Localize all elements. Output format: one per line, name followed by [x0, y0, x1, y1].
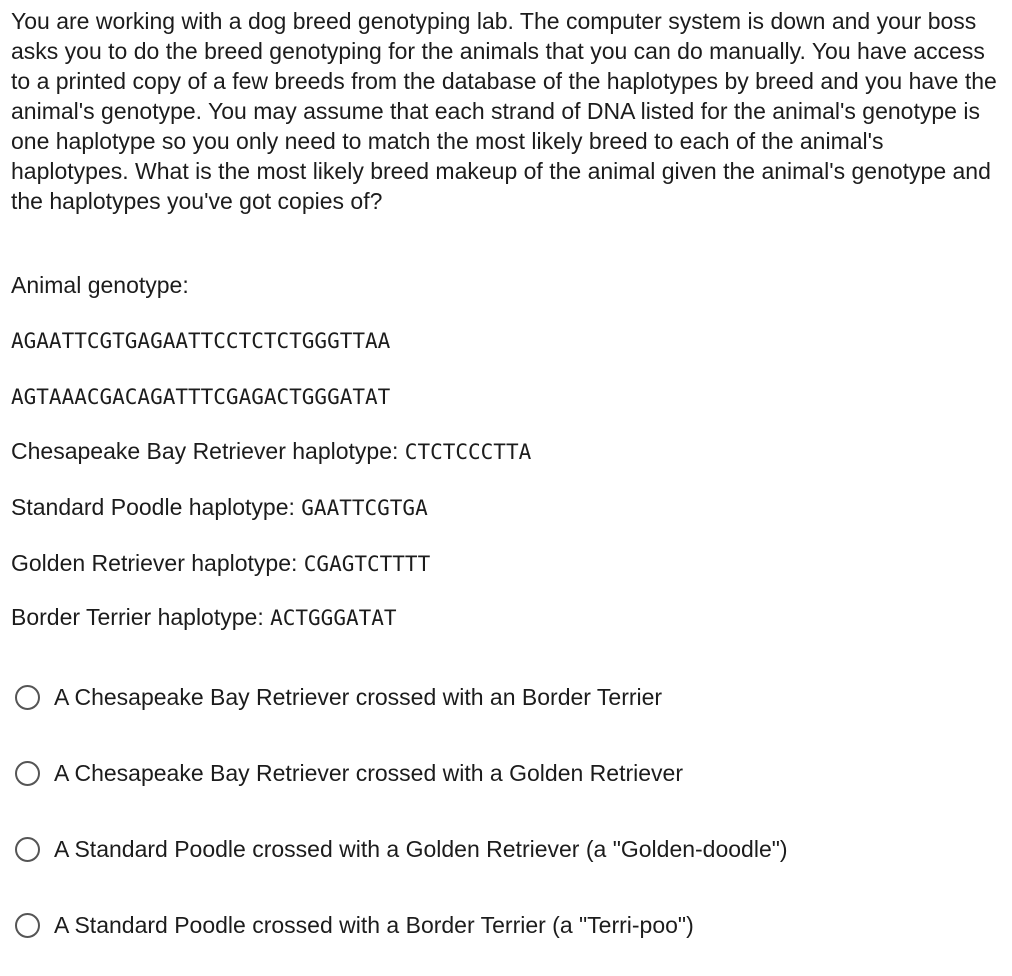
answer-option-label[interactable]: A Standard Poodle crossed with a Golden Retriever (a "Golden-doodle")	[54, 836, 788, 862]
answer-option-label[interactable]: A Chesapeake Bay Retriever crossed with a Golden Retriever	[54, 760, 683, 786]
haplotype-sequence: CGAGTCTTTT	[303, 552, 431, 576]
genotype-strand-2: AGTAAACGACAGATTTCGAGACTGGGATAT	[11, 385, 391, 409]
haplotype-poodle	[11, 492, 428, 523]
radio-button[interactable]	[15, 685, 40, 710]
answer-option-4[interactable]	[15, 910, 694, 940]
answer-option-2[interactable]	[15, 758, 683, 788]
answer-option-label[interactable]: A Chesapeake Bay Retriever crossed with an Border Terrier	[54, 684, 663, 710]
radio-button[interactable]	[15, 761, 40, 786]
haplotype-label: Standard Poodle haplotype:	[11, 494, 302, 520]
question-text: You are working with a dog breed genotyping lab. The computer system is down and your boss asks you to do the breed genotyping for the animals that you can do manually. You have access to a printed copy of a few breeds from the database of the haplotypes by breed and you have the animal's genotype. You may assume that each strand of DNA listed for the animal's genotype is one haplotype so you only need to match the most likely breed to each of the animal's haplotypes. What is the most likely breed makeup of the animal given the animal's genotype and the haplotypes you've got copies of?	[11, 8, 997, 214]
haplotype-label: Chesapeake Bay Retriever haplotype:	[11, 438, 405, 464]
haplotype-border-terrier	[11, 602, 397, 633]
radio-button[interactable]	[15, 837, 40, 862]
genotype-strand-1: AGAATTCGTGAGAATTCCTCTCTGGGTTAA	[11, 329, 391, 353]
radio-button[interactable]	[15, 913, 40, 938]
haplotype-golden	[11, 548, 430, 579]
haplotype-sequence: ACTGGGATAT	[270, 606, 397, 630]
haplotype-sequence: GAATTCGTGA	[301, 496, 428, 520]
haplotype-label: Border Terrier haplotype:	[11, 604, 271, 630]
haplotype-sequence: CTCTCCCTTA	[404, 440, 532, 464]
answer-option-3[interactable]	[15, 834, 788, 864]
answer-option-label[interactable]: A Standard Poodle crossed with a Border Terrier (a "Terri-poo")	[54, 912, 694, 938]
genotype-label: Animal genotype:	[11, 272, 189, 298]
haplotype-chesapeake	[11, 436, 531, 467]
question-page	[11, 6, 1001, 216]
haplotype-label: Golden Retriever haplotype:	[11, 550, 304, 576]
answer-option-1[interactable]	[15, 682, 662, 712]
